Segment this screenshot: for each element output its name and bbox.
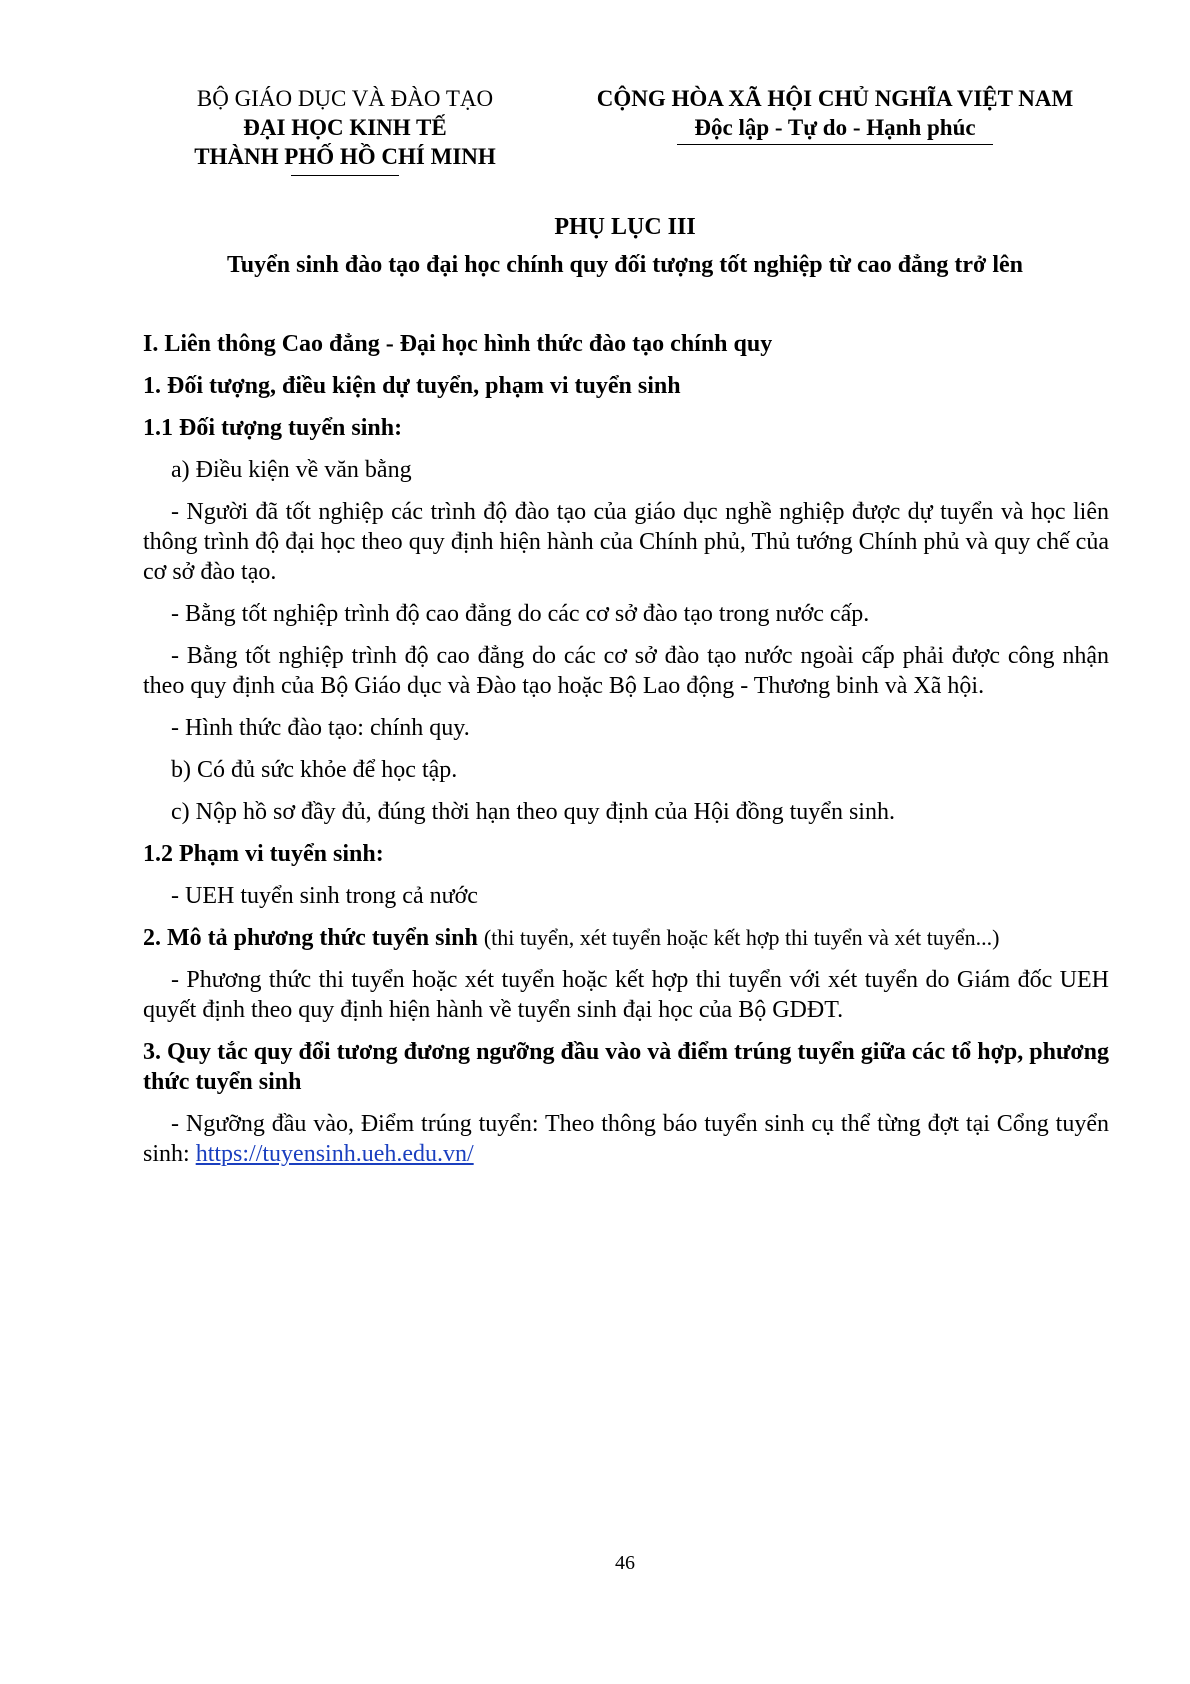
item-a: a) Điều kiện về văn bằng: [171, 457, 412, 483]
paragraph-3: - Bằng tốt nghiệp trình độ cao đẳng do các cơ sở đào tạo nước ngoài cấp phải được công nhận theo quy định của Bộ Giáo dục và Đào tạo hoặc Bộ Lao động - Thương binh và Xã hội.: [143, 643, 1109, 699]
appendix-subtitle: Tuyển sinh đào tạo đại học chính quy đối tượng tốt nghiệp từ cao đẳng trở lên: [226, 252, 1023, 278]
paragraph-2: - Bằng tốt nghiệp trình độ cao đẳng do các cơ sở đào tạo trong nước cấp.: [171, 601, 870, 627]
paragraph-7-text: - Ngưỡng đầu vào, Điểm trúng tuyển: Theo thông báo tuyển sinh cụ thể từng đợt tại Cổng tuyển sinh:: [143, 1111, 1109, 1167]
institution-underline: [291, 175, 399, 176]
national-header: [560, 84, 1110, 145]
university-name-line1: ĐẠI HỌC KINH TẾ: [243, 115, 447, 140]
page-number: 46: [615, 1552, 635, 1574]
heading-2: 2. Mô tả phương thức tuyển sinh: [143, 925, 478, 951]
heading-1-1: 1.1 Đối tượng tuyển sinh:: [143, 415, 403, 441]
heading-2-line: [143, 923, 1109, 953]
paragraph-5: - UEH tuyển sinh trong cả nước: [171, 883, 478, 909]
item-c: c) Nộp hồ sơ đầy đủ, đúng thời hạn theo quy định của Hội đồng tuyển sinh.: [171, 799, 895, 825]
heading-1: 1. Đối tượng, điều kiện dự tuyển, phạm vi tuyển sinh: [143, 373, 681, 399]
paragraph-7: [143, 1109, 1109, 1169]
admissions-link[interactable]: https://tuyensinh.ueh.edu.vn/: [195, 1141, 474, 1167]
document-body: [143, 329, 1109, 1169]
motto-underline: [677, 144, 993, 145]
document-title: [0, 212, 1190, 280]
heading-2-note: (thi tuyển, xét tuyển hoặc kết hợp thi tuyển và xét tuyển...): [483, 925, 1000, 950]
country-name: CỘNG HÒA XÃ HỘI CHỦ NGHĨA VIỆT NAM: [596, 86, 1074, 111]
section-heading: I. Liên thông Cao đẳng - Đại học hình thức đào tạo chính quy: [143, 331, 773, 357]
institution-header: [170, 84, 520, 176]
paragraph-6: - Phương thức thi tuyển hoặc xét tuyển hoặc kết hợp thi tuyển với xét tuyển do Giám đốc UEH quyết định theo quy định hiện hành về tuyển sinh đại học của Bộ GDĐT.: [143, 967, 1109, 1023]
appendix-title: PHỤ LỤC III: [554, 214, 696, 240]
heading-1-2: 1.2 Phạm vi tuyển sinh:: [143, 841, 384, 867]
paragraph-4: - Hình thức đào tạo: chính quy.: [171, 715, 470, 741]
paragraph-1: - Người đã tốt nghiệp các trình độ đào tạo của giáo dục nghề nghiệp được dự tuyển và học liên thông trình độ đại học theo quy định hiện hành của Chính phủ, Thủ tướng Chính phủ và quy chế của cơ sở đào tạo.: [143, 499, 1109, 585]
ministry-name: BỘ GIÁO DỤC VÀ ĐÀO TẠO: [196, 86, 494, 111]
national-motto: Độc lập - Tự do - Hạnh phúc: [694, 115, 976, 140]
university-name-line2: THÀNH PHỐ HỒ CHÍ MINH: [194, 144, 496, 169]
item-b: b) Có đủ sức khỏe để học tập.: [171, 757, 458, 783]
heading-3: 3. Quy tắc quy đổi tương đương ngưỡng đầu vào và điểm trúng tuyển giữa các tổ hợp, phương thức tuyển sinh: [143, 1039, 1109, 1095]
